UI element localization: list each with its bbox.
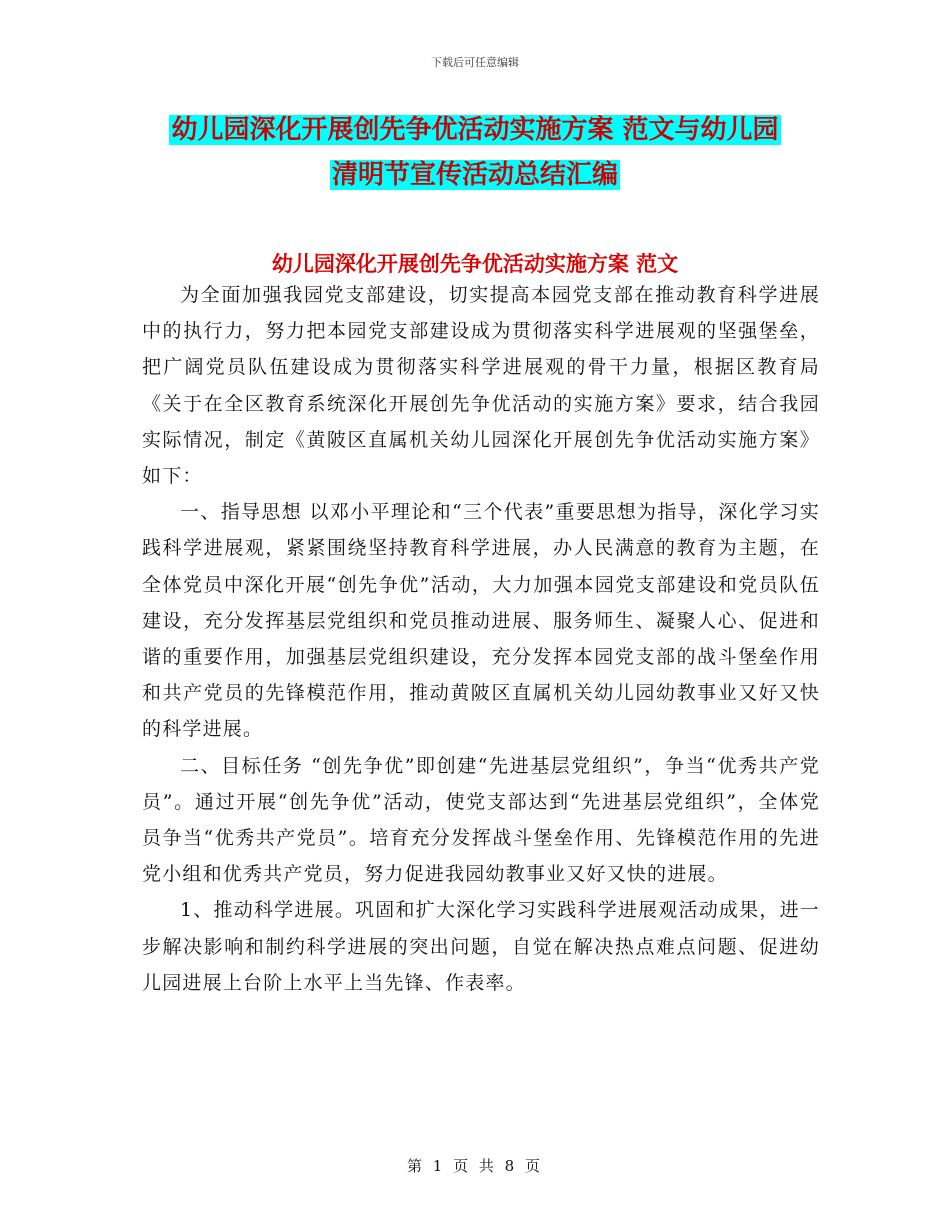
- paragraph-objectives: 二、目标任务 “创先争优”即创建“先进基层党组织”，争当“优秀共产党员”。通过开展“创先争优”活动，使党支部达到“先进基层党组织”，全体党员争当“优秀共产党员”。培育充分发挥战斗堡垒作用、先锋模范作用的先进党小组和优秀共产党员，努力促进我园幼教事业又好又快的进展。: [142, 754, 820, 886]
- document-title-line-2: [0, 158, 950, 192]
- document-title-line-1: [0, 113, 950, 147]
- page-number: 第 1 页 共 8 页: [407, 1157, 543, 1175]
- header-note: 下载后可任意编辑: [431, 56, 519, 69]
- title-line-2-text: 清明节宣传活动总结汇编: [331, 160, 618, 190]
- document-body: [142, 277, 820, 1001]
- title-line-1-text: 幼儿园深化开展创先争优活动实施方案 范文与幼儿园: [171, 115, 779, 145]
- paragraph-guiding-ideology: 一、指导思想 以邓小平理论和“三个代表”重要思想为指导，深化学习实践科学进展观，紧紧围绕坚持教育科学进展，办人民满意的教育为主题，在全体党员中深化开展“创先争优”活动，大力加强本园党支部建设和党员队伍建设，充分发挥基层党组织和党员推动进展、服务师生、凝聚人心、促进和谐的重要作用，加强基层党组织建设，充分发挥本园党支部的战斗堡垒作用和共产党员的先锋模范作用，推动黄陂区直属机关幼儿园幼教事业又好又快的科学进展。: [142, 501, 820, 741]
- paragraph-promote-development: 1、推动科学进展。巩固和扩大深化学习实践科学进展观活动成果，进一步解决影响和制约科学进展的突出问题，自觉在解决热点难点问题、促进幼儿园进展上台阶上水平上当先锋、作表率。: [142, 899, 820, 994]
- paragraph-intro: 为全面加强我园党支部建设，切实提高本园党支部在推动教育科学进展中的执行力，努力把本园党支部建设成为贯彻落实科学进展观的坚强堡垒，把广阔党员队伍建设成为贯彻落实科学进展观的骨干力量，根据区教育局《关于在全区教育系统深化开展创先争优活动的实施方案》要求，结合我园实际情况，制定《黄陂区直属机关幼儿园深化开展创先争优活动实施方案》如下：: [142, 284, 820, 488]
- section-title: 幼儿园深化开展创先争优活动实施方案 范文: [271, 251, 679, 276]
